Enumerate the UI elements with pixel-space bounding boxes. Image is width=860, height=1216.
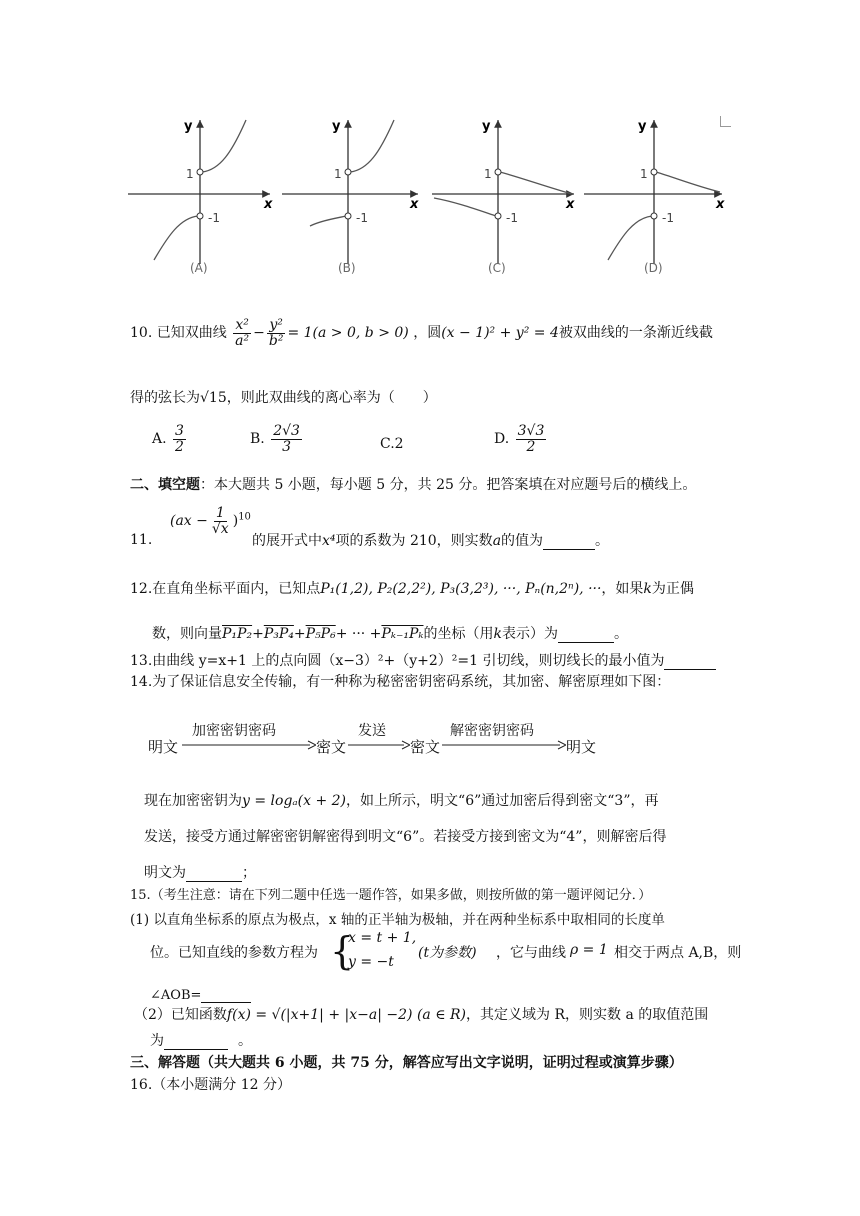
function-definition: f(x) = √(|x+1| + |x−a| −2) (a ∈ R) xyxy=(226,1007,467,1023)
q15-p1-d: 相交于两点 A,B，则 xyxy=(614,945,742,961)
tick-one: 1 xyxy=(186,167,194,181)
option-key: B. xyxy=(250,431,265,448)
flow-arrow-3 xyxy=(442,740,566,750)
question-number: 10. xyxy=(130,325,153,342)
flow-label-send: 发送 xyxy=(358,723,386,739)
hole-upper xyxy=(345,169,351,175)
graph-label: (C) xyxy=(488,261,506,275)
q15-p2-b: ，其定义域为 R，则实数 a 的取值范围 xyxy=(466,1007,709,1023)
option-b xyxy=(250,424,304,454)
frac-x2-a2 xyxy=(233,318,251,348)
question-12-line2 xyxy=(152,623,628,643)
circle-equation: (x − 1)² + y² = 4 xyxy=(441,325,559,342)
frac-den: 2 xyxy=(175,438,184,455)
curve-upper xyxy=(500,172,572,194)
end-mark: 。 xyxy=(595,533,610,549)
x4: x⁴ xyxy=(322,533,336,549)
q14-p3: 明文为 xyxy=(144,865,186,881)
graph-a xyxy=(128,112,278,282)
flow-plaintext-1: 明文 xyxy=(148,738,179,756)
question-16: 16.（本小题满分 12 分） xyxy=(130,1077,291,1093)
polar-curve: ρ = 1 xyxy=(570,942,608,958)
hole-upper xyxy=(651,169,657,175)
frac-num: 3√3 xyxy=(517,423,545,439)
section-2-heading xyxy=(130,474,696,494)
answer-blank xyxy=(543,549,595,550)
q11-text-b: 项的系数为 210，则实数 xyxy=(335,533,493,549)
exponent: 10 xyxy=(238,511,251,523)
answer-blank xyxy=(186,881,242,882)
option-c xyxy=(380,436,404,452)
corner-mark xyxy=(720,116,731,127)
flow-arrow-1 xyxy=(182,740,316,750)
question-10-line2 xyxy=(130,387,437,407)
question-number: 11. xyxy=(130,532,153,548)
section-desc: ：本大题共 5 小题，每小题 5 分，共 25 分。把答案填在对应题号后的横线上。 xyxy=(200,477,697,493)
question-12 xyxy=(130,578,694,598)
section-3-heading: 三、解答题（共大题共 6 小题，共 75 分，解答应写出文字说明，证明过程或演算步骤） xyxy=(130,1055,683,1071)
q15-part1-line1: (1) 以直角坐标系的原点为极点，x 轴的正半轴为极轴，并在两种坐标系中取相同的长度单 xyxy=(130,912,665,928)
q15-p2-c: 为 xyxy=(150,1033,164,1049)
tick-one: 1 xyxy=(334,167,342,181)
hole-upper xyxy=(197,169,203,175)
q11-text-c: 的值为 xyxy=(501,533,544,549)
var-k: k xyxy=(643,581,652,597)
tick-neg-one: -1 xyxy=(356,211,368,225)
q15-p2-a: （2）已知函数 xyxy=(134,1007,227,1023)
y-label: y xyxy=(638,119,647,134)
curve-lower xyxy=(154,216,198,260)
option-key: A. xyxy=(152,431,167,448)
flow-ciphertext-2: 密文 xyxy=(410,738,441,756)
curve-upper xyxy=(202,120,246,172)
tick-one: 1 xyxy=(640,167,648,181)
hole-lower xyxy=(651,213,657,219)
frac-den: 3 xyxy=(282,438,292,455)
frac-1-sqrtx xyxy=(210,506,231,536)
op: + ··· + xyxy=(335,626,382,642)
x-label: x xyxy=(716,197,725,212)
hole-lower xyxy=(197,213,203,219)
frac-num: y² xyxy=(269,317,283,333)
frac-num: x² xyxy=(235,317,249,333)
answer-blank xyxy=(201,1002,251,1003)
flow-arrow-2 xyxy=(348,740,410,750)
end-mark: ； xyxy=(242,865,256,881)
frac-num: 2√3 xyxy=(273,423,300,439)
answer-blank xyxy=(164,1049,228,1050)
question-13 xyxy=(130,650,716,670)
hole-lower xyxy=(495,213,501,219)
flow-label-encrypt: 加密密钥密码 xyxy=(192,723,276,739)
q15-part1-answer xyxy=(150,988,251,1003)
q14-p1-b: ，如上所示，明文“6”通过加密后得到密文“3”，再 xyxy=(346,793,659,809)
flow-plaintext-2: 明文 xyxy=(566,738,597,756)
tick-one: 1 xyxy=(484,167,492,181)
angle-aob: ∠AOB= xyxy=(150,988,202,1003)
end-mark: 。 xyxy=(238,1033,252,1049)
curve-lower xyxy=(434,198,496,216)
q12-text-b: ，如果 xyxy=(601,581,644,597)
question-10: 10. 已知双曲线 $\frac{\text{x²}}{\text{a²}}$ − $\frac{\text{y²}}{\text{b²}}$ = 1(a > 0, b > 0) ，圆(x − 1)² + y² = 4被双曲线的一条渐近线截 xyxy=(130,317,713,349)
end-mark: 。 xyxy=(613,626,628,642)
q10-line2-a: 得的弦长为 xyxy=(130,390,200,406)
curve-lower xyxy=(608,216,652,260)
q10-line2-b: ，则此双曲线的离心率为（ ） xyxy=(226,390,437,406)
points-list: P₁(1,2), P₂(2,2²), P₃(3,2³), ···, Pₙ(n,2ⁿ), ··· xyxy=(320,581,602,597)
q10-options xyxy=(152,424,612,470)
frac-den: a² xyxy=(235,332,250,349)
option-d xyxy=(494,424,548,454)
q11-body xyxy=(252,530,609,550)
q12-line2-b: 的坐标（用 xyxy=(423,626,494,642)
option-frac xyxy=(516,424,547,454)
system-eq-1: x = t + 1, xyxy=(348,930,417,946)
q15-part2-line2 xyxy=(150,1030,252,1050)
tick-neg-one: -1 xyxy=(208,211,220,225)
expr-prefix: (ax − xyxy=(170,513,208,530)
frac-den: √x xyxy=(211,520,229,537)
question-number: 14. xyxy=(130,674,153,690)
graph-c xyxy=(432,112,582,282)
graph-label: (D) xyxy=(644,261,663,275)
option-text: 2 xyxy=(394,436,404,452)
x-label: x xyxy=(566,197,575,212)
hyperbola-condition: = 1(a > 0, b > 0) xyxy=(287,325,409,342)
option-frac xyxy=(173,424,186,454)
vector: P₃P₄ xyxy=(263,626,294,642)
y-label: y xyxy=(332,119,341,134)
tick-neg-one: -1 xyxy=(662,211,674,225)
q12-text-a: 在直角坐标平面内，已知点 xyxy=(152,581,321,597)
system-brace: { xyxy=(330,929,355,973)
encryption-flow-diagram xyxy=(148,718,608,758)
graph-b xyxy=(282,112,432,282)
question-number: 15. xyxy=(130,888,151,903)
q14-paragraph-2: 发送，接受方通过解密密钥解密得到明文“6”。若接受方接到密文为“4”，则解密后得 xyxy=(144,829,667,845)
q15-p1-c: ，它与曲线 xyxy=(496,945,566,961)
curve-lower xyxy=(310,216,346,226)
q11-text-a: 的展开式中 xyxy=(252,533,322,549)
op: + xyxy=(293,626,306,642)
vector: Pₖ₋₁Pₖ xyxy=(381,626,424,642)
graph-label: (B) xyxy=(338,261,356,275)
q15-p1-b: 位。已知直线的参数方程为 xyxy=(150,945,318,961)
question-number: 12. xyxy=(130,581,153,597)
q15-part1-line2 xyxy=(150,928,750,976)
q12-line2-a: 数，则向量 xyxy=(152,626,222,642)
curve-upper xyxy=(350,120,394,172)
q15-note: （考生注意：请在下列二题中任选一题作答，如果多做，则按所做的第一题评阅记分．） xyxy=(150,888,652,903)
q14-paragraph-3 xyxy=(144,862,256,882)
graph-d xyxy=(584,112,734,282)
frac-y2-b2 xyxy=(267,318,286,348)
option-a xyxy=(152,424,188,454)
param-note: (t为参数) xyxy=(418,945,477,961)
option-key: D. xyxy=(494,431,510,448)
flow-ciphertext-1: 密文 xyxy=(316,738,347,756)
y-label: y xyxy=(482,119,491,134)
system-eq-2: y = −t xyxy=(348,954,394,970)
y-label: y xyxy=(184,119,193,134)
q10-text-a: 已知双曲线 xyxy=(156,325,227,342)
binomial-expression: (ax − $\frac{1}{√x}$ )$^{10}$ xyxy=(170,505,251,537)
q13-text: 由曲线 y=x+1 上的点向圆（x−3）²+（y+2）²=1 引切线，则切线长的最小值为 xyxy=(152,653,665,669)
x-label: x xyxy=(264,197,273,212)
sqrt-15: √15 xyxy=(200,390,227,406)
var-a: a xyxy=(492,533,502,549)
frac-num: 3 xyxy=(175,423,184,439)
hole-lower xyxy=(345,213,351,219)
x-label: x xyxy=(410,197,419,212)
flow-label-decrypt: 解密密钥密码 xyxy=(450,723,534,739)
graph-label: (A) xyxy=(190,261,208,275)
question-15 xyxy=(130,884,651,903)
question-11 xyxy=(130,506,730,554)
vector: P₁P₂ xyxy=(222,626,253,642)
q15-part2-line1 xyxy=(134,1004,708,1024)
vector: P₅P₆ xyxy=(305,626,336,642)
q14-text: 为了保证信息安全传输，有一种称为秘密密钥密码系统，其加密、解密原理如下图： xyxy=(152,674,671,690)
op: + xyxy=(252,626,264,642)
q12-text-c: 为正偶 xyxy=(651,581,694,597)
q14-p1-a: 现在加密密钥为 xyxy=(144,793,242,809)
q10-text-b: ，圆 xyxy=(413,325,442,342)
question-14 xyxy=(130,671,670,691)
frac-den: b² xyxy=(268,332,284,349)
q14-paragraph-1 xyxy=(144,790,658,810)
curve-upper xyxy=(656,172,720,192)
frac-num: 1 xyxy=(215,505,225,521)
encryption-formula: y = logₐ(x + 2) xyxy=(242,793,347,809)
section-title: 二、填空题 xyxy=(130,477,200,493)
answer-blank xyxy=(558,642,614,643)
option-key: C. xyxy=(380,436,395,452)
q10-text-c: 被双曲线的一条渐近线截 xyxy=(558,325,713,342)
answer-blank xyxy=(664,669,716,670)
frac-den: 2 xyxy=(526,438,536,455)
var-k: k xyxy=(493,626,502,642)
option-frac xyxy=(271,424,302,454)
q12-line2-c: 表示）为 xyxy=(501,626,558,642)
question-number: 13. xyxy=(130,653,153,669)
tick-neg-one: -1 xyxy=(506,211,518,225)
hole-upper xyxy=(495,169,501,175)
